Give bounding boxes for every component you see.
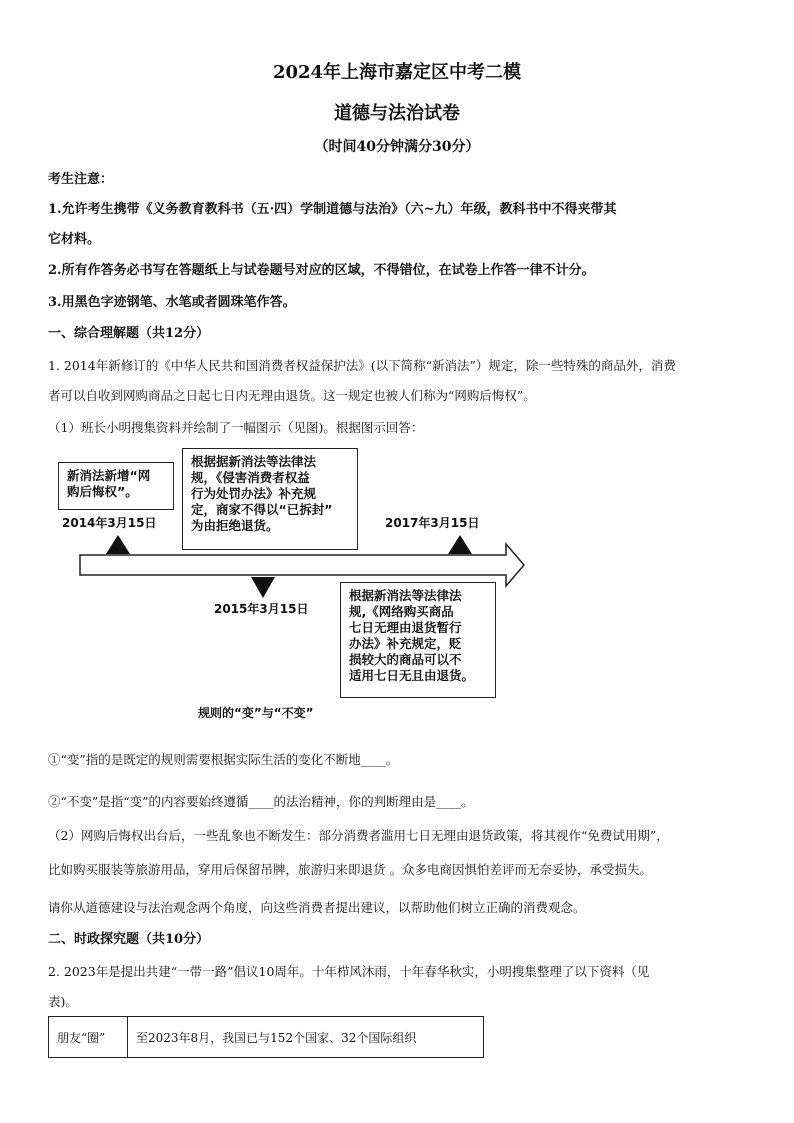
question-1-part-2-line-2: 比如购买服装等旅游用品，穿用后保留吊牌，旅游归来即退货 。众多电商因惧怕差评而无奈妥协，承受损失。 [48, 862, 652, 877]
timeline-figure [48, 440, 548, 730]
question-1-part-2-line-3: 请你从道德建设与法治观念两个角度，向这些消费者提出建议，以帮助他们树立正确的消费观念。 [48, 900, 586, 915]
date-2015: 2015年3月15日 [214, 602, 309, 616]
exam-subject: 道德与法治试卷 [334, 103, 460, 124]
box-2014-line-1: 新消法新增“网 [67, 468, 151, 483]
section-1-heading: 一、综合理解题（共12分） [48, 326, 210, 341]
table-label-cell: 朋友“圈” [49, 1017, 128, 1058]
info-table [48, 1016, 484, 1058]
timeline-box-2015 [182, 448, 358, 550]
date-2014: 2014年3月15日 [62, 516, 157, 530]
marker-2015 [251, 577, 275, 598]
table-value-cell: 至2023年8月，我国已与152个国家、32个国际组织 [128, 1017, 484, 1058]
exam-time-note: （时间40分钟满分30分） [314, 139, 480, 155]
box-2014-line-2: 购后悔权”。 [67, 484, 138, 499]
timeline-box-2014 [58, 462, 174, 510]
box-2015-line-2: 规，《侵害消费者权益 [191, 470, 310, 485]
figure-caption: 规则的“变”与“不变” [198, 706, 314, 720]
question-1-blank-2: ②“不变”是指“变”的内容要始终遵循____的法治精神，你的判断理由是____。 [48, 794, 474, 809]
exam-title: 2024年上海市嘉定区中考二模 [272, 62, 522, 83]
section-2-heading: 二、时政探究题（共10分） [48, 932, 210, 947]
table-row [49, 1017, 484, 1058]
marker-2017 [448, 535, 472, 554]
notice-item-1-line-1: 1.允许考生携带《义务教育教科书（五·四）学制道德与法治》（六~九）年级，教科书中不得夹带其 [48, 202, 617, 217]
timeline-box-2017 [340, 582, 496, 698]
box-2015-line-1: 根据据新消法等法律法 [191, 454, 317, 469]
question-1-line-1: 1. 2014年新修订的《中华人民共和国消费者权益保护法》(以下简称“新消法”）规定，除一些特殊的商品外，消费 [48, 358, 676, 373]
question-1-part-2-line-1: （2）网购后悔权出台后，一些乱象也不断发生：部分消费者滥用七日无理由退货政策，将其视作“免费试用期”， [48, 828, 669, 843]
box-2015-line-4: 定，商家不得以“已拆封” [191, 502, 333, 517]
box-2015-line-5: 为由拒绝退货。 [191, 518, 279, 533]
question-2-line-2: 表)。 [48, 994, 78, 1009]
marker-2014 [106, 535, 130, 554]
notice-item-3: 3.用黑色字迹钢笔、水笔或者圆珠笔作答。 [48, 295, 296, 310]
box-2017-line-2: 规,《网络购买商品 [349, 604, 454, 619]
question-1-part-1: （1）班长小明搜集资料并绘制了一幅图示（见图)。根据图示回答： [48, 420, 424, 435]
question-2-line-1: 2. 2023年是提出共建“一带一路”倡议10周年。十年栉风沐雨，十年春华秋实，小明搜集整理了以下资料（见 [48, 964, 650, 979]
box-2017-line-4: 办法》补充规定，贬 [349, 636, 462, 651]
notice-heading: 考生注意： [48, 172, 114, 187]
box-2015-line-3: 行为处罚办法》补充规 [191, 486, 317, 501]
question-1-blank-1: ①“变”指的是既定的规则需要根据实际生活的变化不断地____。 [48, 752, 399, 767]
notice-item-2: 2.所有作答务必书写在答题纸上与试卷题号对应的区域，不得错位，在试卷上作答一律不计分。 [48, 263, 595, 278]
question-1-line-2: 者可以自收到网购商品之日起七日内无理由退货。这一规定也被人们称为“网购后悔权”。 [48, 388, 536, 403]
date-2017: 2017年3月15日 [385, 516, 480, 530]
box-2017-line-5: 损较大的商品可以不 [349, 652, 462, 667]
box-2017-line-3: 七日无理由退货暂行 [349, 620, 462, 635]
notice-item-1-line-2: 它材料。 [48, 232, 101, 247]
box-2017-line-1: 根据新消法等法律法 [349, 588, 462, 603]
box-2017-line-6: 适用七日无且由退货。 [349, 668, 475, 683]
